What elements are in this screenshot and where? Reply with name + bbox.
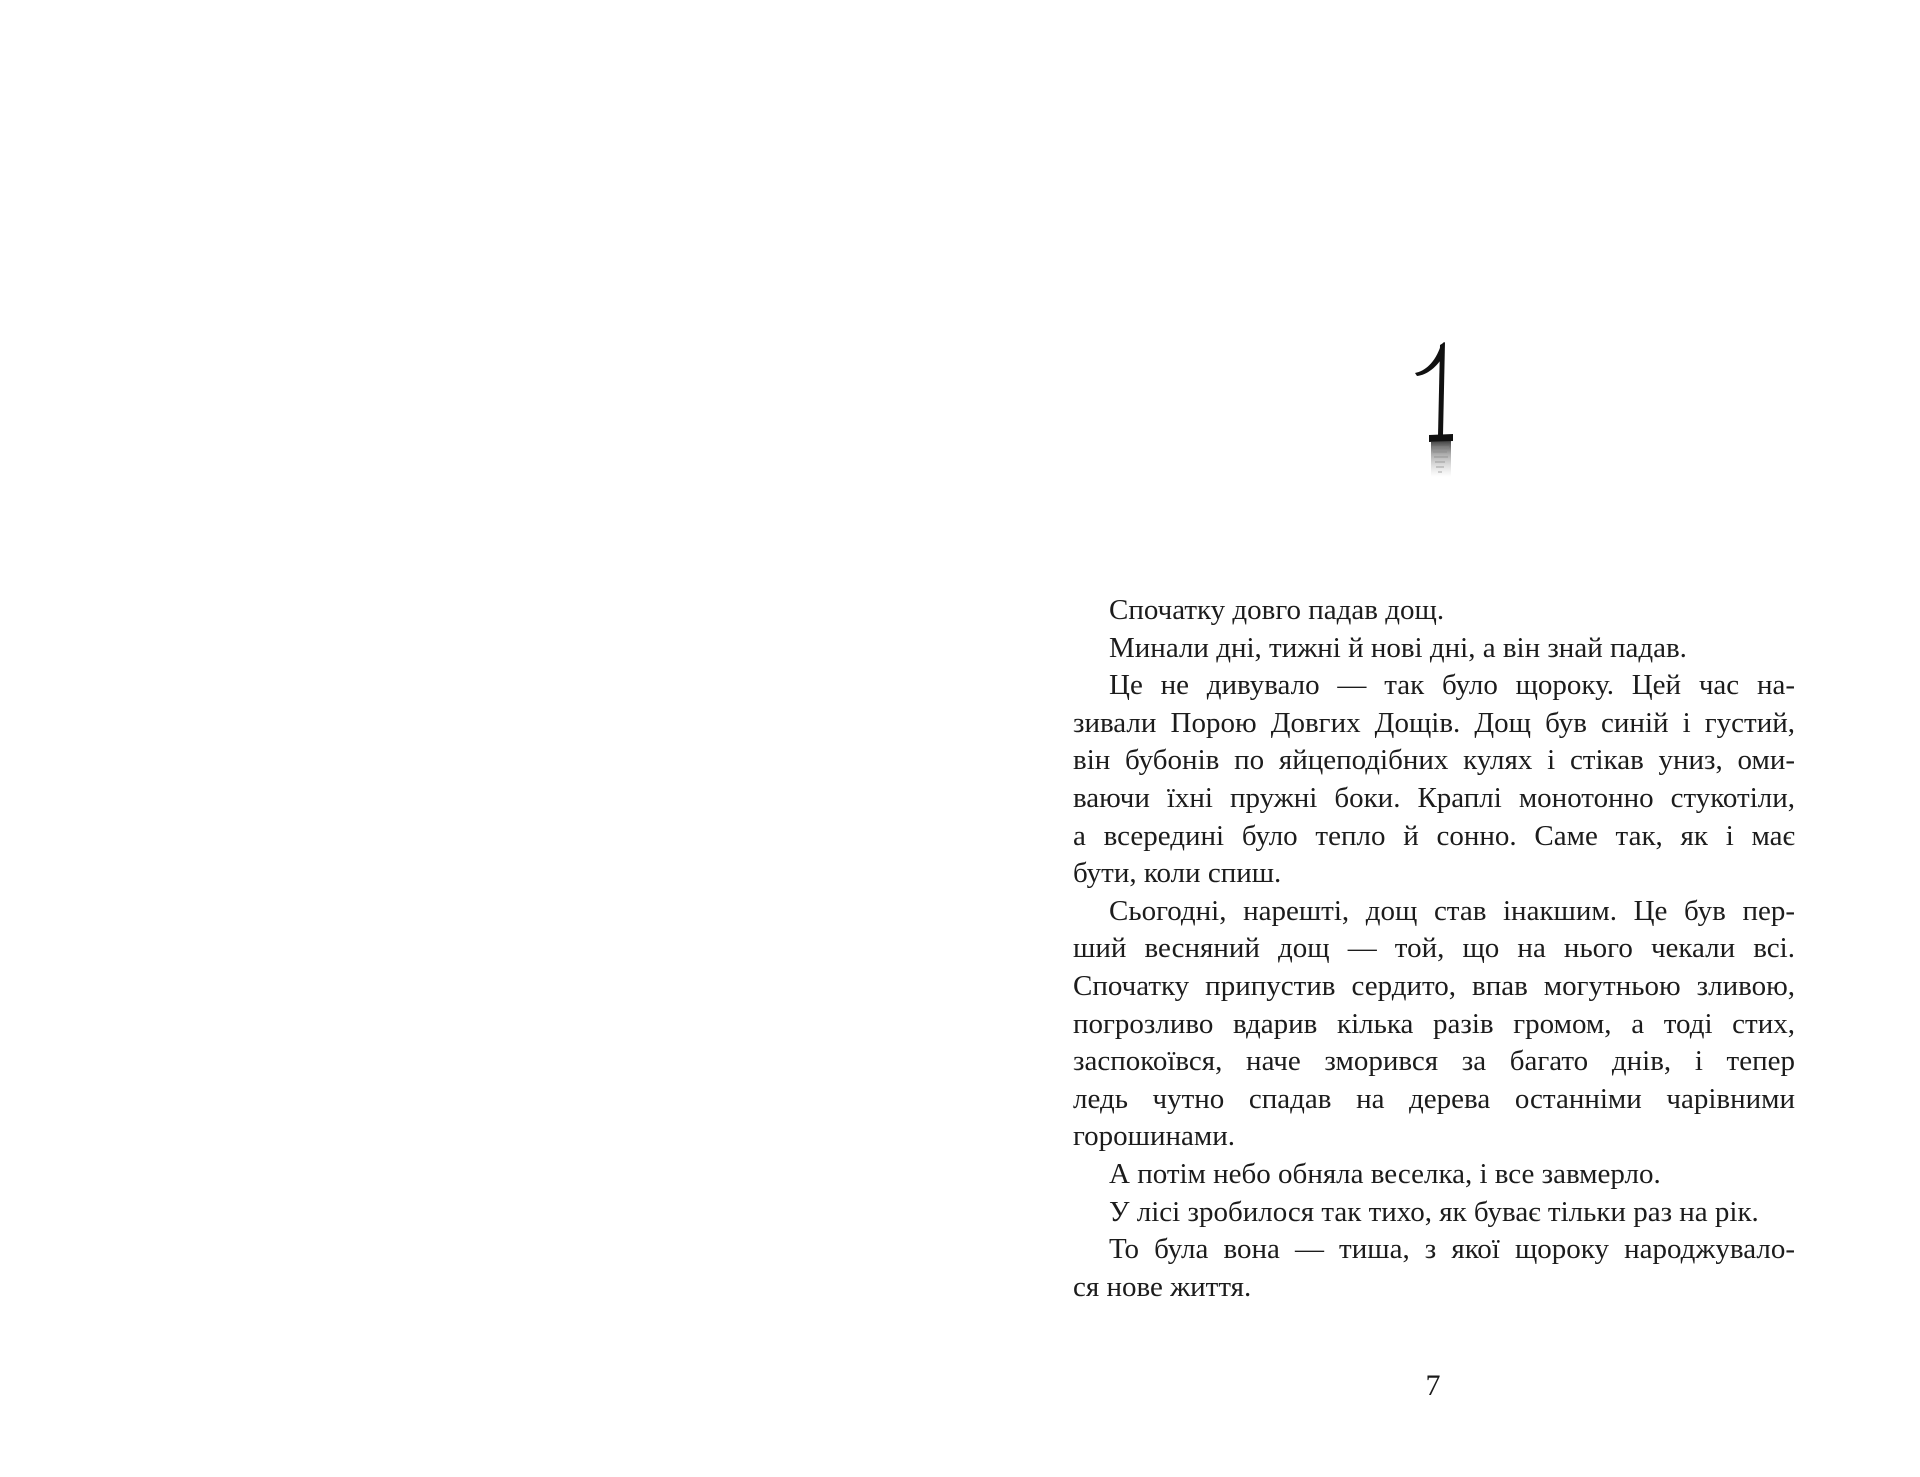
text-line: заспокоївся, наче зморився за багато днів, і тепер bbox=[1073, 1045, 1795, 1078]
page-number: 7 bbox=[1425, 1369, 1441, 1402]
text-line: ся нове життя. bbox=[1073, 1270, 1252, 1303]
chapter-number bbox=[1405, 335, 1465, 485]
text-line: ший весняний дощ — той, що на нього чекали всі. bbox=[1073, 932, 1795, 965]
text-line: У лісі зробилося так тихо, як буває тільки раз на рік. bbox=[1109, 1195, 1759, 1228]
brush-numeral-one-icon bbox=[1405, 335, 1465, 485]
text-line: зивали Порою Довгих Дощів. Дощ був синій і густий, bbox=[1073, 706, 1795, 739]
text-line: а всередині було тепло й сонно. Саме так, як і має bbox=[1073, 819, 1795, 852]
text-line: Сьогодні, нарешті, дощ став інакшим. Це був пер- bbox=[1109, 894, 1795, 927]
text-line: він бубонів по яйцеподібних кулях і стікав униз, оми- bbox=[1073, 744, 1795, 777]
text-line: Спочатку припустив сердито, впав могутньою зливою, bbox=[1073, 969, 1795, 1002]
text-line: ваючи їхні пружні боки. Краплі монотонно стукотіли, bbox=[1073, 781, 1795, 814]
text-line: ледь чутно спадав на дерева останніми чарівними bbox=[1073, 1082, 1795, 1115]
text-line: погрозливо вдарив кілька разів громом, а тоді стих, bbox=[1073, 1007, 1795, 1040]
text-line: Спочатку довго падав дощ. bbox=[1109, 594, 1445, 626]
text-line: бути, коли спиш. bbox=[1073, 857, 1282, 890]
text-line: Це не дивувало — так було щороку. Цей час на- bbox=[1109, 669, 1795, 702]
text-line: Минали дні, тижні й нові дні, а він знай падав. bbox=[1109, 631, 1687, 664]
text-line: горошинами. bbox=[1073, 1120, 1236, 1153]
chapter-body-text bbox=[1073, 592, 1795, 1306]
text-line: То була вона — тиша, з якої щороку народжувало- bbox=[1109, 1233, 1795, 1266]
text-line: А потім небо обняла веселка, і все завмерло. bbox=[1109, 1157, 1661, 1190]
